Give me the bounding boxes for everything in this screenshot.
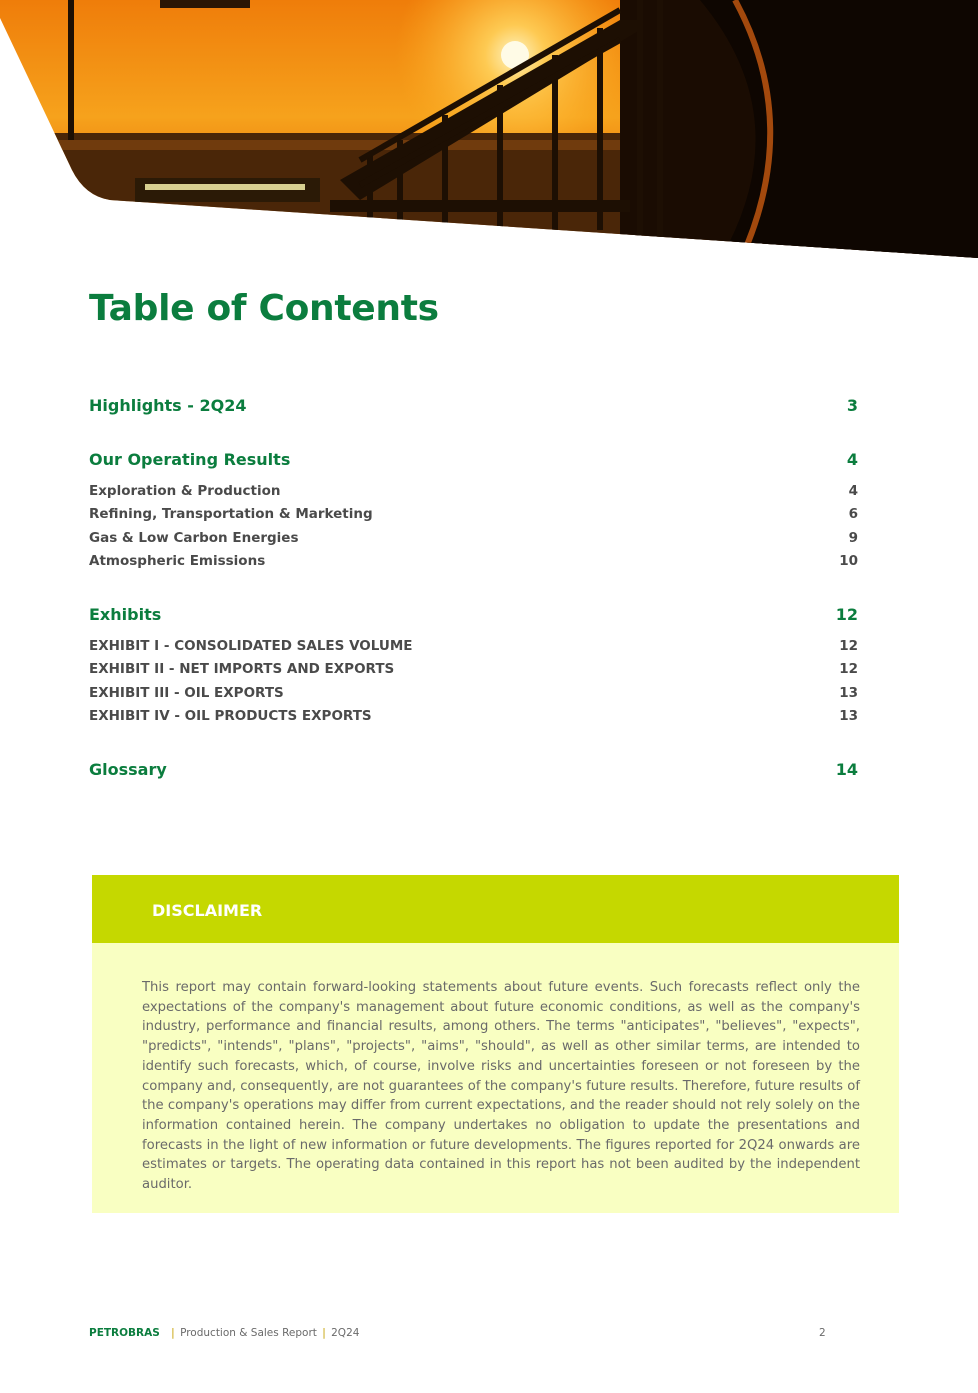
toc-subentry[interactable]	[89, 682, 858, 705]
table-of-contents	[89, 392, 858, 784]
footer-brand: PETROBRAS	[89, 1327, 160, 1339]
toc-page: 4	[848, 483, 858, 499]
toc-label: Exhibits	[89, 605, 162, 625]
toc-page: 6	[848, 506, 858, 523]
toc-label: EXHIBIT IV - OIL PRODUCTS EXPORTS	[89, 708, 372, 725]
toc-entry-exhibits[interactable]	[89, 601, 858, 629]
toc-page: 14	[835, 760, 858, 780]
toc-page: 12	[839, 661, 858, 678]
page-number: 2	[819, 1327, 826, 1339]
disclaimer-text: This report may contain forward-looking statements about future events. Such forecasts reflect only the expectations of the company's management about future economic conditions, as well as the company's industry, performance and financial results, among others. The terms "anticipates", "believes", "expects", "predicts", "intends", "plans", "projects", "aims", "should", as well as other similar terms, are intended to identify such forecasts, which, of course, involve risks and uncertainties foreseen or not foreseen by the company and, consequently, are not guarantees of the company's future results. Therefore, future results of the company's operations may differ from current expectations, and the reader should not rely solely on the information contained herein. The company undertakes no obligation to update the presentations and forecasts in the light of new information or future developments. The figures reported for 2Q24 onwards are estimates or targets. The operating data contained in this report has not been audited by the independent auditor.	[142, 980, 860, 1193]
toc-page: 12	[839, 638, 858, 655]
toc-page: 13	[839, 684, 858, 701]
toc-page: 12	[835, 605, 858, 625]
toc-label: Highlights - 2Q24	[89, 396, 247, 415]
toc-subentry[interactable]	[89, 550, 858, 573]
toc-page: 9	[848, 529, 858, 546]
toc-page: 10	[839, 552, 858, 569]
toc-label: Refining, Transportation & Marketing	[89, 506, 373, 523]
toc-label: Gas & Low Carbon Energies	[89, 529, 299, 546]
toc-page: 13	[839, 708, 858, 725]
footer-period: 2Q24	[331, 1327, 360, 1339]
toc-subentry[interactable]	[89, 527, 858, 550]
toc-subentry[interactable]	[89, 503, 858, 526]
toc-subentry[interactable]	[89, 635, 858, 658]
sunset-platform-photo	[0, 0, 978, 260]
footer	[89, 1327, 359, 1339]
page-title: Table of Contents	[89, 288, 439, 329]
footer-report-name: Production & Sales Report	[180, 1327, 317, 1339]
toc-entry-glossary[interactable]	[89, 756, 858, 784]
toc-label: EXHIBIT III - OIL EXPORTS	[89, 684, 284, 701]
toc-page: 4	[846, 450, 858, 469]
toc-entry-highlights[interactable]	[89, 392, 858, 420]
toc-label: EXHIBIT I - CONSOLIDATED SALES VOLUME	[89, 638, 413, 655]
toc-label: EXHIBIT II - NET IMPORTS AND EXPORTS	[89, 661, 395, 678]
toc-label: Atmospheric Emissions	[89, 552, 266, 569]
disclaimer-title: DISCLAIMER	[152, 901, 263, 920]
toc-page: 3	[846, 396, 858, 415]
toc-label: Glossary	[89, 760, 167, 780]
footer-separator: |	[322, 1327, 326, 1339]
hero-image	[0, 0, 978, 260]
footer-separator: |	[171, 1327, 175, 1339]
toc-label: Exploration & Production	[89, 483, 281, 499]
toc-entry-operating-results[interactable]	[89, 446, 858, 474]
toc-subentry[interactable]	[89, 705, 858, 728]
toc-label: Our Operating Results	[89, 450, 291, 469]
toc-subentry[interactable]	[89, 658, 858, 681]
disclaimer-header	[92, 875, 899, 943]
toc-subentry[interactable]	[89, 480, 858, 503]
disclaimer-box	[92, 943, 899, 1213]
